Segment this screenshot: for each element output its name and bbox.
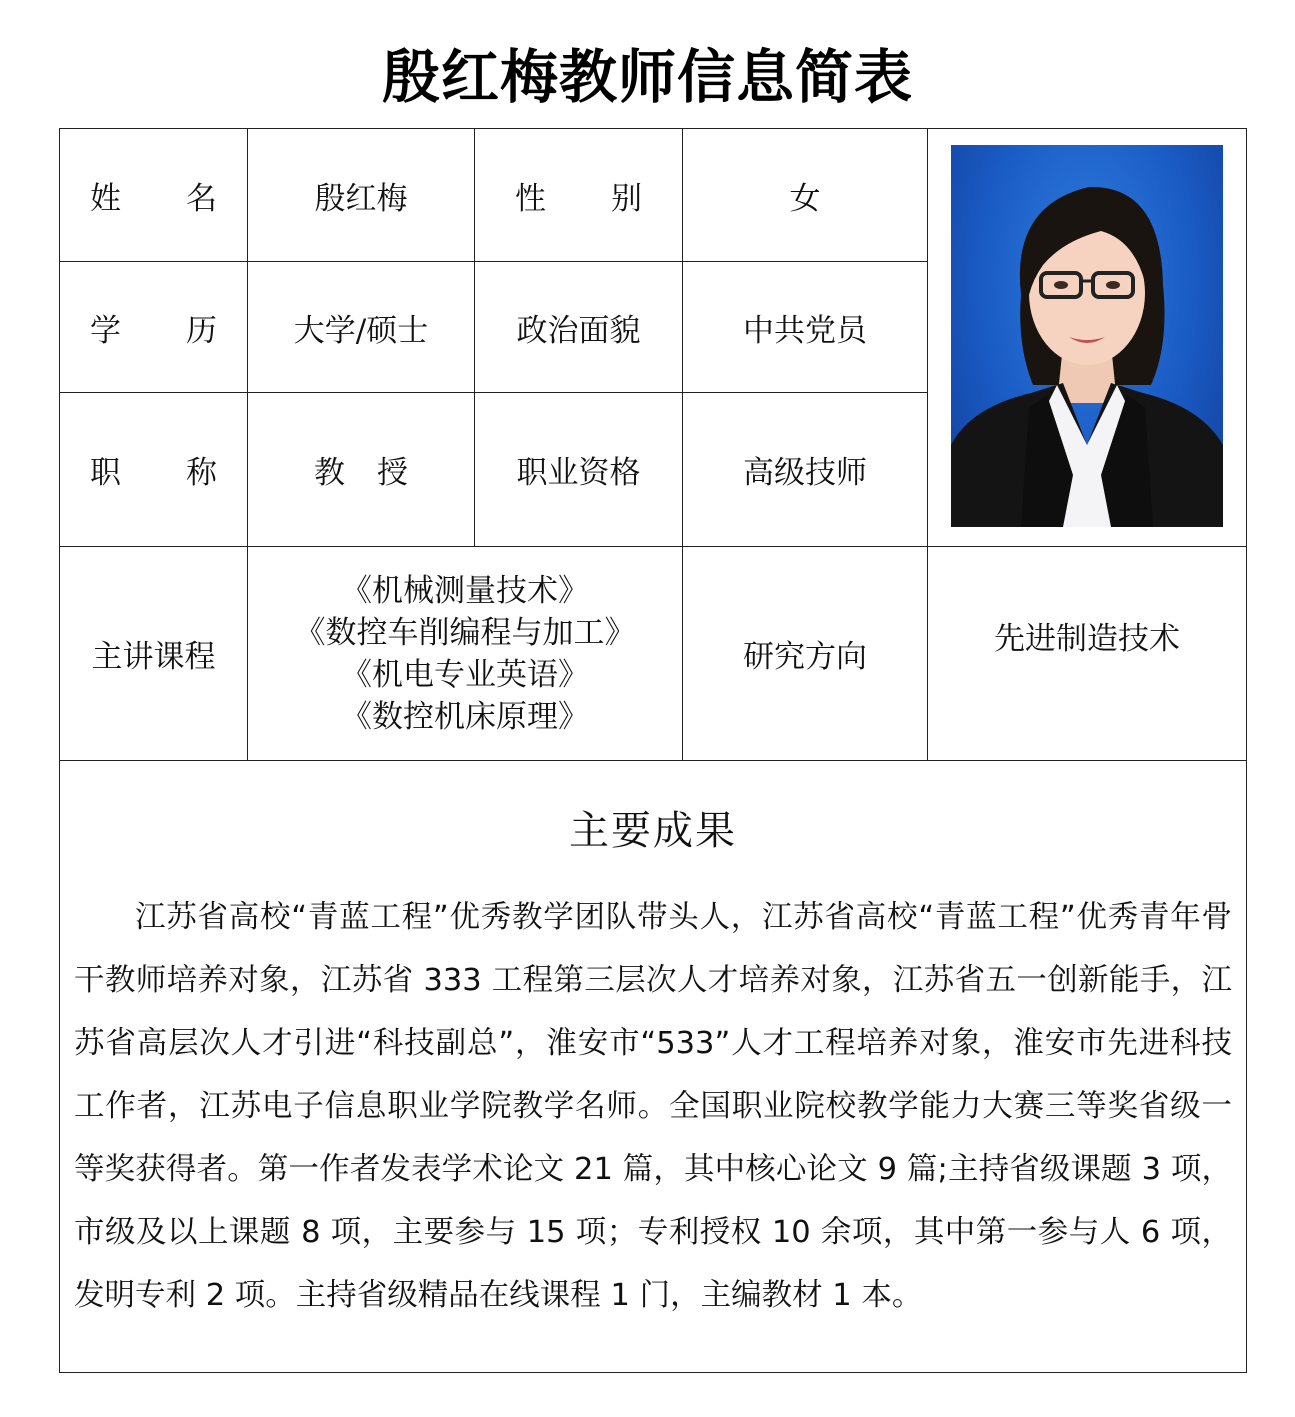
name-label-cell	[60, 129, 248, 262]
courses-list	[248, 547, 683, 761]
rank-label-char-2: 称	[186, 455, 217, 491]
rank-label-char-1: 职	[90, 455, 121, 491]
page-title: 殷红梅教师信息简表	[381, 43, 913, 111]
education-label-cell	[60, 262, 248, 393]
political-value: 中共党员	[683, 262, 928, 393]
gender-value: 女	[683, 129, 928, 262]
gender-label-char-2: 别	[611, 180, 642, 217]
education-label-char-1: 学	[90, 312, 121, 349]
photo-cell	[928, 129, 1247, 547]
portrait-illustration	[951, 145, 1223, 527]
gender-label-cell	[475, 129, 683, 262]
portrait-photo	[951, 145, 1223, 527]
courses-label: 主讲课程	[60, 547, 248, 761]
rank-label-cell	[60, 393, 248, 547]
qualification-label: 职业资格	[475, 393, 683, 547]
name-label-char-2: 名	[186, 180, 217, 217]
achievements-text: 江苏省高校“青蓝工程”优秀教学团队带头人，江苏省高校“青蓝工程”优秀青年骨干教师培养对象，江苏省 333 工程第三层次人才培养对象，江苏省五一创新能手，江苏省高层次人才引进“科技副总”，淮安市“533”人才工程培养对象，淮安市先进科技工作者，江苏电子信息职业学院教学名师。全国职业院校教学能力大赛三等奖省级一等奖获得者。第一作者发表学术论文 21 篇，其中核心论文 9 篇;主持省级课题 3 项，市级及以上课题 8 项，主要参与 15 项；专利授权 10 余项，其中第一参与人 6 项，发明专利 2 项。主持省级精品在线课程 1 门，主编教材 1 本。	[74, 900, 1232, 1313]
course-item: 《机械测量技术》	[341, 572, 589, 609]
teacher-info-table	[59, 128, 1247, 1373]
name-value: 殷红梅	[248, 129, 475, 262]
political-label: 政治面貌	[475, 262, 683, 393]
education-value: 大学/硕士	[248, 262, 475, 393]
rank-value-cell	[248, 393, 475, 547]
name-label-char-1: 姓	[90, 180, 121, 217]
gender-label-char-1: 性	[515, 180, 546, 217]
rank-value-char-1: 教	[314, 455, 345, 491]
achievements-heading: 主要成果	[569, 808, 737, 854]
qualification-value: 高级技师	[683, 393, 928, 547]
research-label: 研究方向	[683, 547, 928, 761]
course-item: 《数控机床原理》	[341, 698, 589, 735]
course-item: 《数控车削编程与加工》	[294, 614, 636, 651]
course-item: 《机电专业英语》	[341, 656, 589, 693]
achievements-cell	[60, 761, 1247, 1373]
education-label-char-2: 历	[186, 312, 217, 349]
research-value: 先进制造技术	[928, 547, 1247, 761]
rank-value-char-2: 授	[377, 455, 408, 491]
